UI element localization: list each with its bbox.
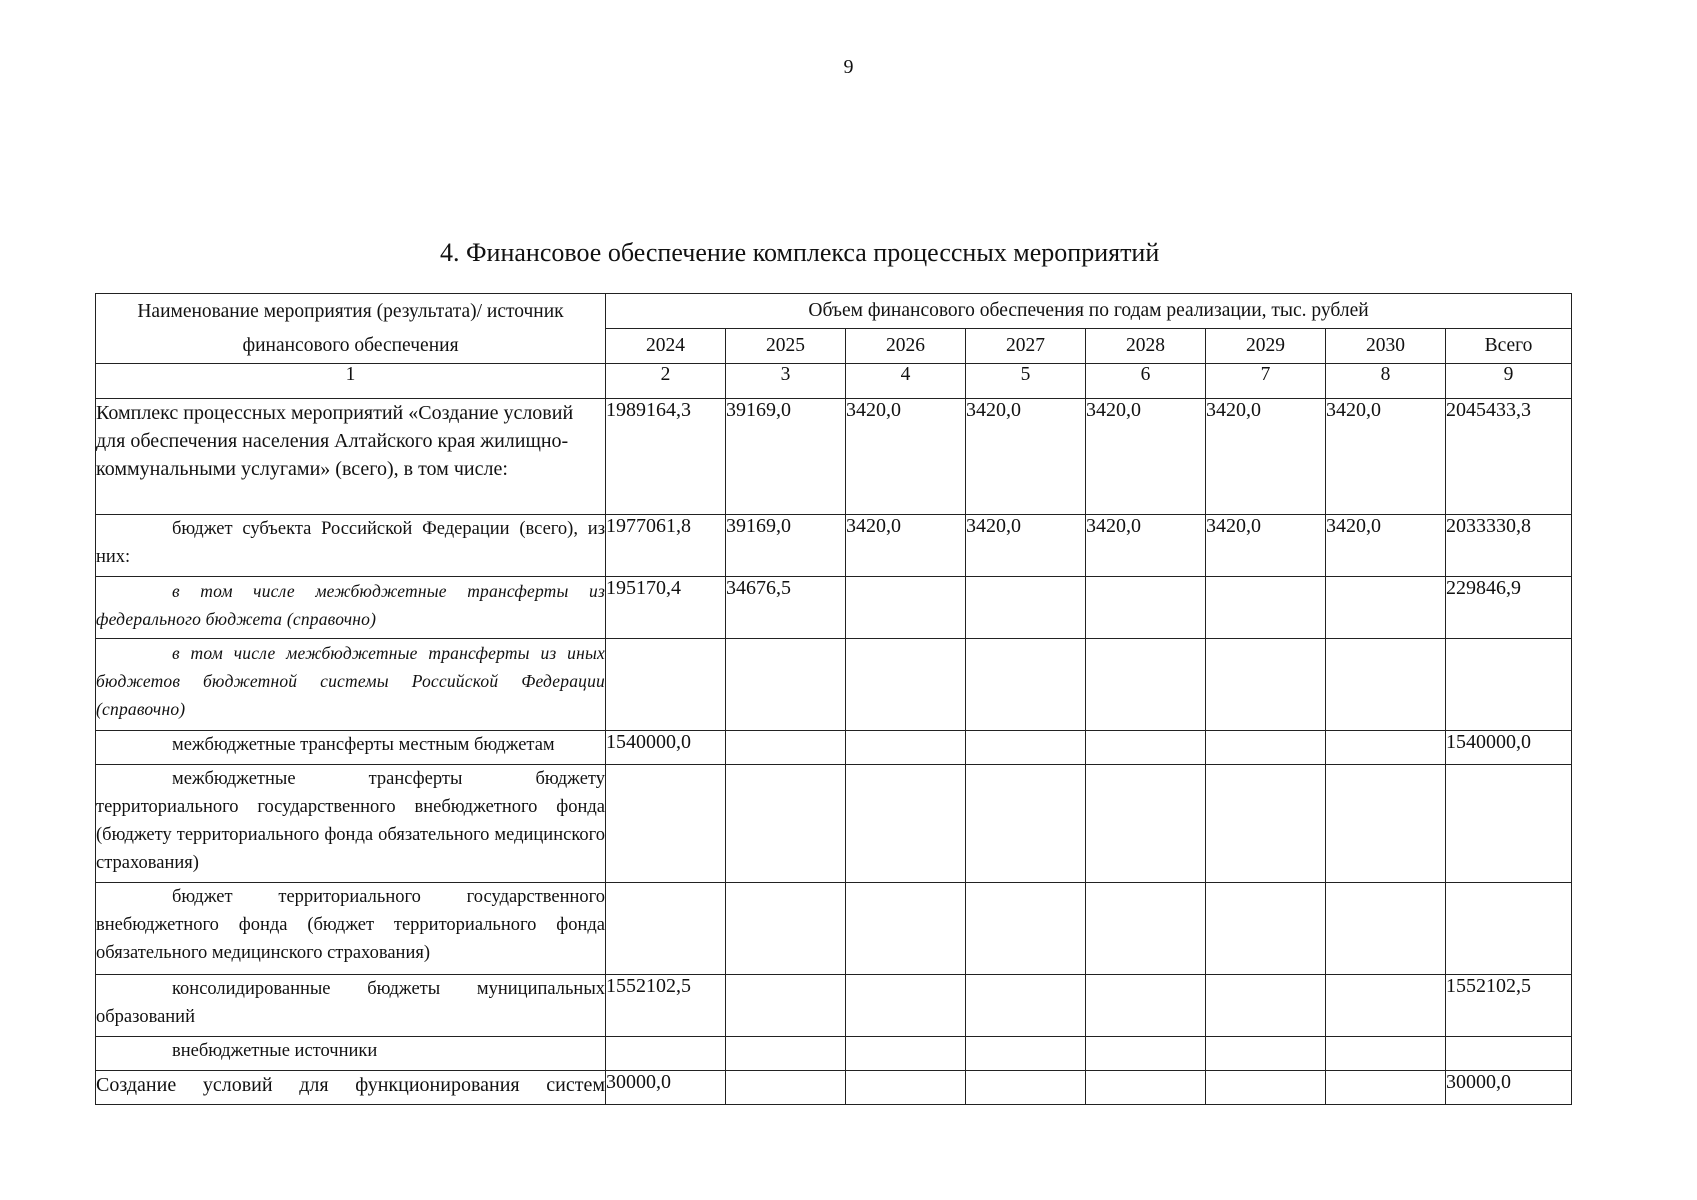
table-row (96, 577, 1572, 639)
value-cell: 3420,0 (1326, 399, 1446, 515)
value-cell (966, 883, 1086, 975)
row-name: межбюджетные трансферты местным бюджетам (96, 731, 606, 765)
page-number: 9 (843, 56, 854, 78)
value-cell (1206, 731, 1326, 765)
value-cell (846, 639, 966, 731)
column-header-year: 2027 (966, 329, 1086, 364)
column-index: 4 (846, 364, 966, 399)
column-header-year: 2024 (606, 329, 726, 364)
value-cell: 3420,0 (1206, 399, 1326, 515)
value-cell (846, 883, 966, 975)
table-row (96, 399, 1572, 515)
value-cell (726, 1071, 846, 1105)
value-cell: 3420,0 (846, 515, 966, 577)
row-name: межбюджетные трансферты бюджету территориального государственного внебюджетного фонда (бюджету территориального фонда обязательного медицинского страхования) (96, 765, 606, 883)
value-cell-total: 1540000,0 (1446, 731, 1572, 765)
column-index: 7 (1206, 364, 1326, 399)
value-cell (1086, 975, 1206, 1037)
value-cell (1326, 731, 1446, 765)
value-cell (966, 577, 1086, 639)
column-header-year: 2028 (1086, 329, 1206, 364)
column-header-group: Объем финансового обеспечения по годам реализации, тыс. рублей (606, 294, 1572, 329)
value-cell (1086, 765, 1206, 883)
value-cell (1206, 975, 1326, 1037)
row-name: в том числе межбюджетные трансферты из иных бюджетов бюджетной системы Российской Федерации (справочно) (96, 639, 606, 731)
value-cell (1326, 577, 1446, 639)
value-cell: 39169,0 (726, 515, 846, 577)
value-cell-total (1446, 639, 1572, 731)
value-cell (846, 1071, 966, 1105)
value-cell (1326, 1037, 1446, 1071)
value-cell (1086, 1071, 1206, 1105)
value-cell (1086, 577, 1206, 639)
value-cell (606, 639, 726, 731)
value-cell-total: 2045433,3 (1446, 399, 1572, 515)
value-cell (846, 577, 966, 639)
value-cell (966, 765, 1086, 883)
value-cell (966, 975, 1086, 1037)
column-index: 1 (96, 364, 606, 399)
table-row (96, 639, 1572, 731)
value-cell (1206, 765, 1326, 883)
table-row (96, 731, 1572, 765)
table-row (96, 1037, 1572, 1071)
table-row (96, 1071, 1572, 1105)
row-name: внебюджетные источники (96, 1037, 606, 1071)
value-cell (726, 731, 846, 765)
value-cell: 1989164,3 (606, 399, 726, 515)
value-cell (1326, 639, 1446, 731)
column-header-total: Всего (1446, 329, 1572, 364)
column-index: 2 (606, 364, 726, 399)
value-cell (726, 883, 846, 975)
row-name: бюджет субъекта Российской Федерации (всего), из них: (96, 515, 606, 577)
table-row (96, 975, 1572, 1037)
value-cell (1206, 1071, 1326, 1105)
value-cell (1326, 975, 1446, 1037)
value-cell (1206, 883, 1326, 975)
value-cell (1206, 639, 1326, 731)
value-cell-total (1446, 1037, 1572, 1071)
value-cell (606, 1037, 726, 1071)
value-cell: 30000,0 (606, 1071, 726, 1105)
column-index: 6 (1086, 364, 1206, 399)
value-cell (726, 975, 846, 1037)
column-header-year: 2030 (1326, 329, 1446, 364)
value-cell: 3420,0 (1326, 515, 1446, 577)
value-cell: 1540000,0 (606, 731, 726, 765)
value-cell (726, 1037, 846, 1071)
value-cell-total: 2033330,8 (1446, 515, 1572, 577)
value-cell (1086, 731, 1206, 765)
value-cell-total (1446, 883, 1572, 975)
value-cell-total: 30000,0 (1446, 1071, 1572, 1105)
value-cell (1326, 1071, 1446, 1105)
financing-table (95, 293, 1572, 1105)
column-index: 8 (1326, 364, 1446, 399)
value-cell: 3420,0 (1086, 399, 1206, 515)
row-name: бюджет территориального государственного внебюджетного фонда (бюджет территориального фонда обязательного медицинского страхования) (96, 883, 606, 975)
table-row (96, 515, 1572, 577)
value-cell (966, 1071, 1086, 1105)
value-cell: 39169,0 (726, 399, 846, 515)
value-cell-total: 229846,9 (1446, 577, 1572, 639)
value-cell: 3420,0 (1206, 515, 1326, 577)
value-cell: 3420,0 (966, 515, 1086, 577)
table-row (96, 883, 1572, 975)
value-cell (726, 639, 846, 731)
value-cell (846, 765, 966, 883)
row-name: в том числе межбюджетные трансферты из федерального бюджета (справочно) (96, 577, 606, 639)
value-cell-total: 1552102,5 (1446, 975, 1572, 1037)
value-cell: 1552102,5 (606, 975, 726, 1037)
value-cell (1086, 1037, 1206, 1071)
value-cell (1086, 639, 1206, 731)
value-cell: 34676,5 (726, 577, 846, 639)
value-cell: 1977061,8 (606, 515, 726, 577)
value-cell-total (1446, 765, 1572, 883)
section-title: 4. Финансовое обеспечение комплекса процессных мероприятий (440, 238, 1160, 267)
value-cell (1326, 883, 1446, 975)
value-cell (1086, 883, 1206, 975)
value-cell (966, 639, 1086, 731)
column-index: 3 (726, 364, 846, 399)
row-name: Комплекс процессных мероприятий «Создание условий для обеспечения населения Алтайского края жилищно-коммунальными услугами» (всего), в том числе: (96, 399, 606, 515)
value-cell: 3420,0 (966, 399, 1086, 515)
row-name: консолидированные бюджеты муниципальных образований (96, 975, 606, 1037)
column-index-row (96, 364, 1572, 399)
value-cell (846, 731, 966, 765)
value-cell (1206, 577, 1326, 639)
value-cell (606, 765, 726, 883)
value-cell: 3420,0 (1086, 515, 1206, 577)
value-cell (606, 883, 726, 975)
value-cell (966, 731, 1086, 765)
value-cell: 195170,4 (606, 577, 726, 639)
column-index: 9 (1446, 364, 1572, 399)
value-cell: 3420,0 (846, 399, 966, 515)
column-header-name: Наименование мероприятия (результата)/ источник финансового обеспечения (96, 294, 606, 364)
column-header-year: 2025 (726, 329, 846, 364)
value-cell (1206, 1037, 1326, 1071)
table-row (96, 765, 1572, 883)
value-cell (966, 1037, 1086, 1071)
value-cell (1326, 765, 1446, 883)
column-header-year: 2029 (1206, 329, 1326, 364)
value-cell (726, 765, 846, 883)
value-cell (846, 975, 966, 1037)
column-header-year: 2026 (846, 329, 966, 364)
value-cell (846, 1037, 966, 1071)
row-name: Создание условий для функционирования систем (96, 1071, 606, 1105)
column-index: 5 (966, 364, 1086, 399)
